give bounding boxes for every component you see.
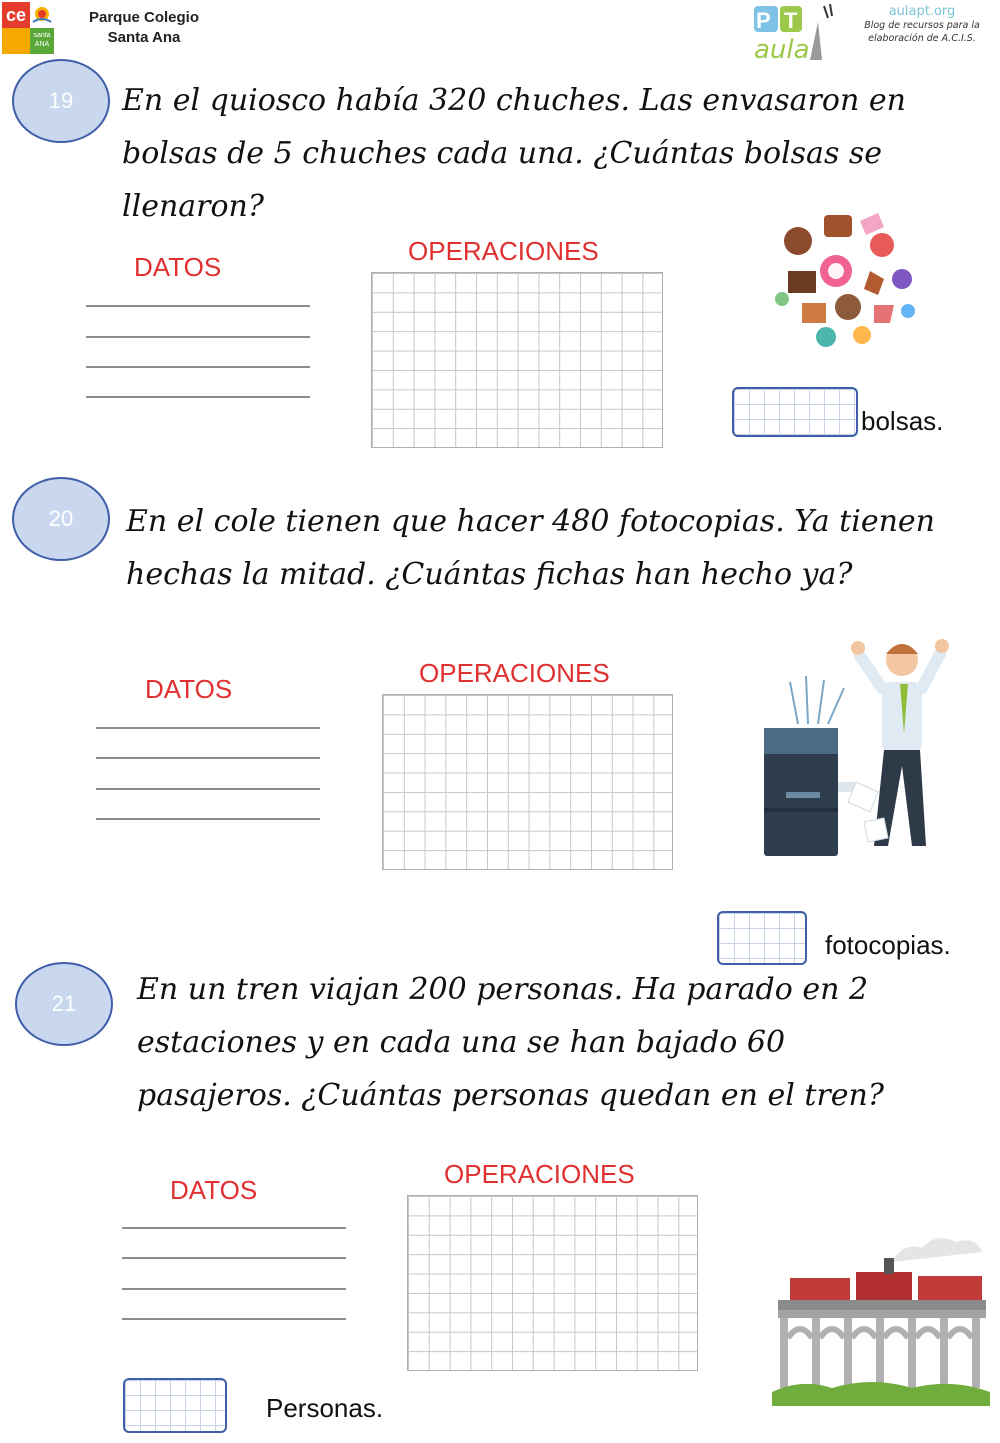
datos-line[interactable] (86, 396, 310, 398)
answer-unit: Personas. (266, 1393, 384, 1423)
candy-illustration (742, 175, 942, 370)
datos-line[interactable] (122, 1227, 346, 1229)
photocopier-illustration (760, 632, 960, 864)
svg-text:aula: aula (754, 35, 810, 64)
operations-grid[interactable] (382, 694, 673, 870)
school-name-line1: Parque Colegio (88, 9, 200, 26)
problem-text-line: bolsas de 5 chuches cada una. ¿Cuántas bolsas se (122, 136, 883, 171)
school-name (74, 8, 214, 48)
problem-text (137, 963, 884, 1122)
answer-box[interactable] (732, 387, 858, 437)
problem-text (126, 495, 935, 601)
problem-text-line: llenaron? (122, 189, 264, 224)
operaciones-label: OPERACIONES (444, 1159, 635, 1189)
answer-unit: fotocopias. (825, 930, 951, 960)
logo-ce-text: ce (2, 2, 30, 28)
datos-line[interactable] (96, 727, 320, 729)
svg-text:P: P (756, 8, 771, 33)
datos-label: DATOS (134, 252, 222, 282)
answer-box[interactable] (717, 911, 807, 965)
operaciones-label: OPERACIONES (419, 658, 610, 688)
blog-url: aulapt.org (888, 4, 956, 19)
operations-grid[interactable] (407, 1195, 698, 1371)
sun-icon (30, 2, 54, 28)
logo-sub-text: santa ANA (30, 28, 54, 54)
answer-box[interactable] (123, 1378, 227, 1433)
datos-label: DATOS (145, 674, 233, 704)
blog-info (850, 4, 994, 45)
problem-text-line: pasajeros. ¿Cuántas personas quedan en el tren? (137, 1078, 884, 1113)
problem-text-line: En el cole tienen que hacer 480 fotocopias. Ya tienen (126, 504, 935, 539)
datos-line[interactable] (96, 818, 320, 820)
problem-number-badge: 21 (15, 962, 113, 1046)
problem-text-line: estaciones y en cada una se han bajado 60 (137, 1025, 786, 1060)
datos-line[interactable] (86, 305, 310, 307)
school-name-line2: Santa Ana (107, 29, 181, 46)
datos-line[interactable] (96, 788, 320, 790)
train-illustration (772, 1228, 990, 1406)
datos-label: DATOS (170, 1175, 258, 1205)
problem-text-line: hechas la mitad. ¿Cuántas fichas han hecho ya? (126, 557, 853, 592)
operaciones-label: OPERACIONES (408, 236, 599, 266)
school-logo (2, 2, 54, 54)
problem-text-line: En el quiosco había 320 chuches. Las envasaron en (122, 83, 906, 118)
problem-number-badge: 20 (12, 477, 110, 561)
datos-line[interactable] (86, 366, 310, 368)
datos-line[interactable] (86, 336, 310, 338)
operations-grid[interactable] (371, 272, 663, 448)
problem-text-line: En un tren viajan 200 personas. Ha parado en 2 (137, 972, 869, 1007)
blog-desc-line1: Blog de recursos para la (864, 20, 980, 31)
datos-line[interactable] (122, 1288, 346, 1290)
svg-text:T: T (784, 8, 798, 33)
datos-line[interactable] (96, 757, 320, 759)
answer-unit: bolsas. (861, 406, 944, 436)
blog-desc-line2: elaboración de A.C.I.S. (868, 33, 976, 44)
pt-aula-logo (752, 2, 840, 64)
datos-line[interactable] (122, 1257, 346, 1259)
problem-number-badge: 19 (12, 59, 110, 143)
datos-line[interactable] (122, 1318, 346, 1320)
